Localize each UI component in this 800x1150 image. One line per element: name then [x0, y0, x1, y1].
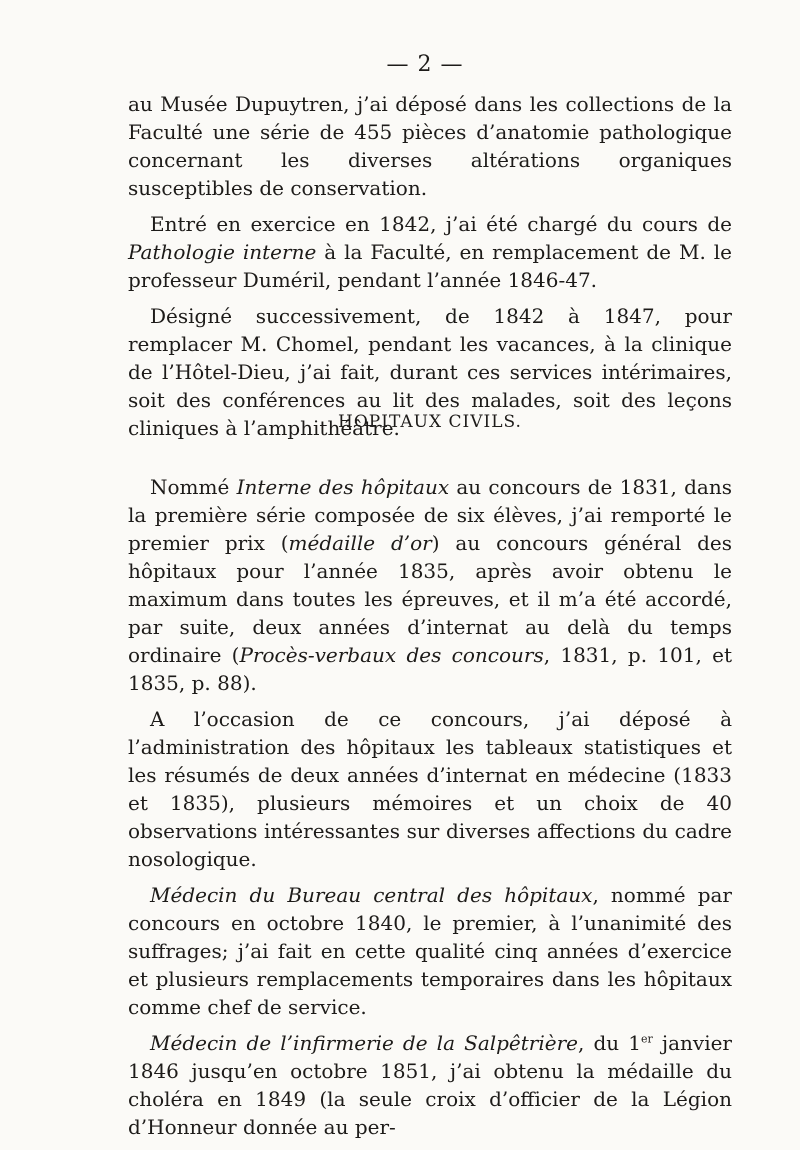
emphasis-text: médaille d’or	[288, 531, 432, 555]
intro-paragraph-3: Désigné successivement, de 1842 à 1847, pour remplacer M. Chomel, pendant les vacances, à la clinique de l’Hôtel-Dieu, j’ai fait, durant ces services intérimaires, soit des conférences au lit des malades, soit des leçons cliniques à l’amphithéâtre.	[128, 304, 732, 440]
section-paragraph-4	[128, 1029, 732, 1141]
section-paragraph-3	[128, 881, 732, 1021]
section-paragraph-1	[128, 473, 732, 697]
emphasis-text: Procès-verbaux des concours	[239, 643, 544, 667]
intro-paragraph-1: au Musée Dupuytren, j’ai déposé dans les collections de la Faculté une série de 455 pièces d’anatomie pathologique concernant les diverses altérations organiques susceptibles de conservation.	[128, 92, 732, 200]
paragraph-text: , 1831, p. 101, et 1835, p. 88).	[128, 643, 733, 695]
paragraph-text: ) au concours général des hôpitaux pour l’année 1835, après avoir obtenu le maximum dans toutes les épreuves, et il m’a été accordé, par suite, deux années d’internat au delà du temps ordinaire (	[128, 531, 733, 667]
emphasis-text: Médecin de l’infirmerie de la Salpêtrière	[150, 1031, 578, 1055]
page-number: — 2 —	[386, 52, 464, 77]
superscript-text: er	[641, 1032, 653, 1046]
paragraph-text: janvier 1846 jusqu’en octobre 1851, j’ai obtenu la médaille du choléra en 1849 (la seule croix d’officier de la Légion d’Honneur donnée au per-	[128, 1031, 732, 1139]
paragraph-text: , nommé par concours en octobre 1840, le premier, à l’unanimité des suffrages; j’ai fait en cette qualité cinq années d’exercice et plusieurs remplacements temporaires dans les hôpitaux comme chef de service.	[128, 883, 732, 1019]
intro-paragraph-2	[128, 210, 732, 294]
section-heading: HOPITAUX CIVILS.	[338, 412, 522, 432]
section-text-block	[128, 473, 732, 1149]
paragraph-text: Entré en exercice en 1842, j’ai été chargé du cours de	[150, 212, 732, 236]
intro-text-block	[128, 90, 732, 450]
paragraph-text: Nommé	[150, 475, 237, 499]
emphasis-text: Médecin du Bureau central des hôpitaux	[150, 883, 593, 907]
emphasis-text: Pathologie interne	[128, 240, 317, 264]
paragraph-text: au concours de 1831, dans la première série composée de six élèves, j’ai remporté le premier prix (	[128, 475, 733, 555]
paragraph-text: , du 1	[578, 1031, 641, 1055]
emphasis-text: Interne des hôpitaux	[236, 475, 450, 499]
paragraph-text: à la Faculté, en remplacement de M. le professeur Duméril, pendant l’année 1846-47.	[128, 240, 732, 292]
section-paragraph-2: A l’occasion de ce concours, j’ai déposé à l’administration des hôpitaux les tableaux statistiques et les résumés de deux années d’internat en médecine (1833 et 1835), plusieurs mémoires et un choix de 40 observations intéressantes sur diverses affections du cadre nosologique.	[128, 707, 732, 871]
